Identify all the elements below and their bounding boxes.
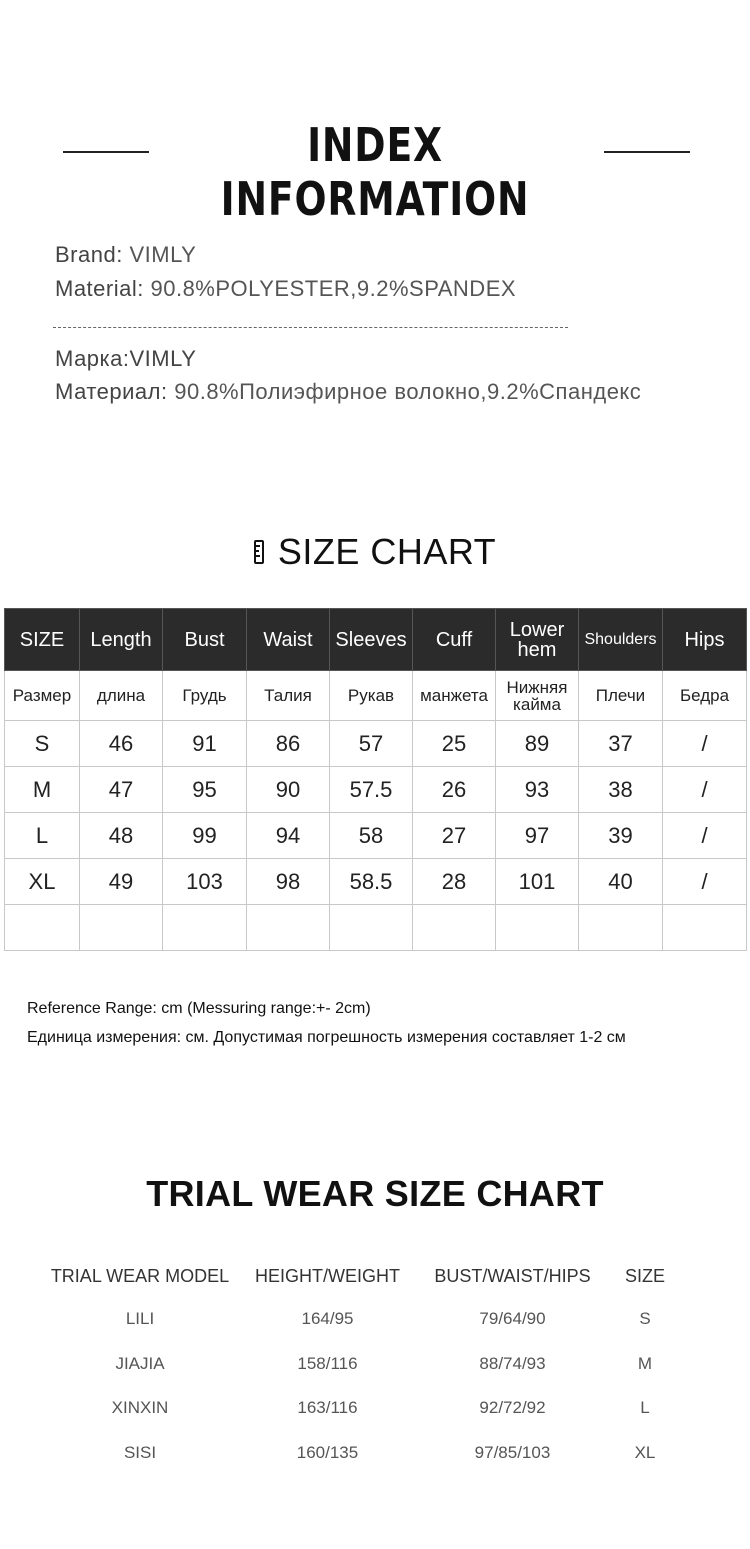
table-cell: 98 bbox=[247, 859, 330, 905]
trial-cell: 160/135 bbox=[296, 1442, 359, 1462]
trial-wear-title: TRIAL WEAR SIZE CHART bbox=[146, 1173, 604, 1214]
ru-header-cell: длина bbox=[80, 671, 163, 721]
header-cell: Lower hem bbox=[496, 609, 579, 671]
brand-ru-row bbox=[55, 346, 196, 372]
trial-cell: 163/116 bbox=[297, 1398, 358, 1418]
ru-header-cell: манжета bbox=[413, 671, 496, 721]
trial-cell: XL bbox=[634, 1442, 656, 1462]
material-ru-label: Материал: bbox=[55, 379, 168, 404]
trial-row bbox=[45, 1431, 685, 1476]
table-cell: 46 bbox=[80, 721, 163, 767]
trial-cell: 79/64/90 bbox=[479, 1309, 546, 1329]
table-cell: 86 bbox=[247, 721, 330, 767]
trial-row bbox=[45, 1386, 685, 1431]
table-cell: / bbox=[663, 813, 747, 859]
table-cell: 89 bbox=[496, 721, 579, 767]
ru-header-cell: Размер bbox=[5, 671, 80, 721]
table-cell: 40 bbox=[579, 859, 663, 905]
table-row bbox=[5, 813, 747, 859]
table-cell: 27 bbox=[413, 813, 496, 859]
table-cell: XL bbox=[5, 859, 80, 905]
table-cell: 38 bbox=[579, 767, 663, 813]
index-information-title: INDEX INFORMATION bbox=[220, 118, 530, 226]
ru-header-cell: Плечи bbox=[579, 671, 663, 721]
table-cell bbox=[247, 905, 330, 951]
ru-header-cell: Талия bbox=[247, 671, 330, 721]
trial-cell: 88/74/93 bbox=[479, 1353, 546, 1373]
table-cell: 49 bbox=[80, 859, 163, 905]
table-cell: M bbox=[5, 767, 80, 813]
header-cell: Length bbox=[80, 609, 163, 671]
table-cell: / bbox=[663, 721, 747, 767]
trial-cell: M bbox=[637, 1353, 653, 1373]
table-cell: 25 bbox=[413, 721, 496, 767]
trial-cell: 158/116 bbox=[297, 1353, 358, 1373]
reference-range-en: Reference Range: cm (Messuring range:+- 2cm) bbox=[27, 1000, 371, 1017]
table-cell bbox=[496, 905, 579, 951]
table-cell bbox=[5, 905, 80, 951]
table-cell: 95 bbox=[163, 767, 247, 813]
brand-value: VIMLY bbox=[129, 242, 197, 267]
size-table-ru-row bbox=[5, 671, 747, 721]
brand-row bbox=[55, 242, 196, 268]
size-chart-table bbox=[4, 608, 747, 951]
trial-cell: LILI bbox=[125, 1309, 155, 1329]
ruler-icon bbox=[254, 540, 264, 564]
trial-cell: SISI bbox=[123, 1442, 157, 1462]
table-cell: 39 bbox=[579, 813, 663, 859]
ru-header-cell: Рукав bbox=[330, 671, 413, 721]
trial-cell: JIAJIA bbox=[115, 1353, 165, 1373]
table-cell: 57 bbox=[330, 721, 413, 767]
trial-header-row bbox=[45, 1255, 685, 1297]
material-ru-row bbox=[55, 379, 641, 405]
brand-label: Brand: bbox=[55, 242, 123, 267]
table-cell: 57.5 bbox=[330, 767, 413, 813]
table-row bbox=[5, 767, 747, 813]
table-cell: L bbox=[5, 813, 80, 859]
size-chart-title: SIZE CHART bbox=[277, 531, 497, 572]
table-cell: 99 bbox=[163, 813, 247, 859]
table-cell: 103 bbox=[163, 859, 247, 905]
table-cell: 47 bbox=[80, 767, 163, 813]
table-cell bbox=[80, 905, 163, 951]
index-information-header bbox=[0, 118, 750, 226]
table-cell bbox=[663, 905, 747, 951]
header-cell: Bust bbox=[163, 609, 247, 671]
table-cell: 91 bbox=[163, 721, 247, 767]
material-row bbox=[55, 276, 516, 302]
trial-header-cell: BUST/WAIST/HIPS bbox=[434, 1265, 591, 1286]
trial-cell: 97/85/103 bbox=[474, 1442, 551, 1462]
size-chart-title-row bbox=[0, 527, 750, 577]
trial-cell: 92/72/92 bbox=[479, 1398, 546, 1418]
ru-header-cell: Грудь bbox=[163, 671, 247, 721]
header-rule-right bbox=[604, 151, 690, 153]
table-cell: / bbox=[663, 767, 747, 813]
trial-row bbox=[45, 1342, 685, 1387]
table-cell: 97 bbox=[496, 813, 579, 859]
header-cell: Hips bbox=[663, 609, 747, 671]
trial-cell: 164/95 bbox=[301, 1309, 354, 1329]
table-cell bbox=[579, 905, 663, 951]
trial-cell: S bbox=[639, 1309, 651, 1329]
table-cell: 90 bbox=[247, 767, 330, 813]
dotted-divider bbox=[53, 327, 568, 328]
header-cell: Shoulders bbox=[579, 609, 663, 671]
table-cell: 94 bbox=[247, 813, 330, 859]
ru-header-cell: Нижняя кайма bbox=[496, 671, 579, 721]
table-cell bbox=[413, 905, 496, 951]
table-cell: / bbox=[663, 859, 747, 905]
trial-cell: L bbox=[640, 1398, 650, 1418]
brand-ru: Марка:VIMLY bbox=[55, 346, 197, 371]
material-value: 90.8%POLYESTER,9.2%SPANDEX bbox=[150, 276, 517, 301]
size-table-header-row bbox=[5, 609, 747, 671]
table-cell: 58.5 bbox=[330, 859, 413, 905]
table-cell bbox=[330, 905, 413, 951]
trial-row bbox=[45, 1297, 685, 1342]
trial-header-cell: TRIAL WEAR MODEL bbox=[50, 1265, 230, 1286]
reference-range-ru: Единица измерения: см. Допустимая погрешность измерения составляет 1-2 см bbox=[27, 1029, 626, 1046]
table-row bbox=[5, 859, 747, 905]
table-cell: 93 bbox=[496, 767, 579, 813]
header-cell: SIZE bbox=[5, 609, 80, 671]
material-ru-value: 90.8%Полиэфирное волокно,9.2%Спандекс bbox=[174, 379, 642, 404]
table-cell: 58 bbox=[330, 813, 413, 859]
header-cell: Cuff bbox=[413, 609, 496, 671]
table-cell: 48 bbox=[80, 813, 163, 859]
table-cell: S bbox=[5, 721, 80, 767]
header-rule-left bbox=[63, 151, 149, 153]
material-label: Material: bbox=[55, 276, 144, 301]
header-cell: Sleeves bbox=[330, 609, 413, 671]
ru-header-cell: Бедра bbox=[663, 671, 747, 721]
table-cell: 28 bbox=[413, 859, 496, 905]
table-cell: 101 bbox=[496, 859, 579, 905]
trial-header-cell: SIZE bbox=[624, 1265, 665, 1286]
table-cell bbox=[163, 905, 247, 951]
empty-table-row bbox=[5, 905, 747, 951]
trial-wear-table bbox=[45, 1255, 685, 1475]
table-cell: 37 bbox=[579, 721, 663, 767]
table-row bbox=[5, 721, 747, 767]
table-cell: 26 bbox=[413, 767, 496, 813]
trial-header-cell: HEIGHT/WEIGHT bbox=[255, 1265, 400, 1286]
header-cell: Waist bbox=[247, 609, 330, 671]
trial-cell: XINXIN bbox=[111, 1398, 169, 1418]
